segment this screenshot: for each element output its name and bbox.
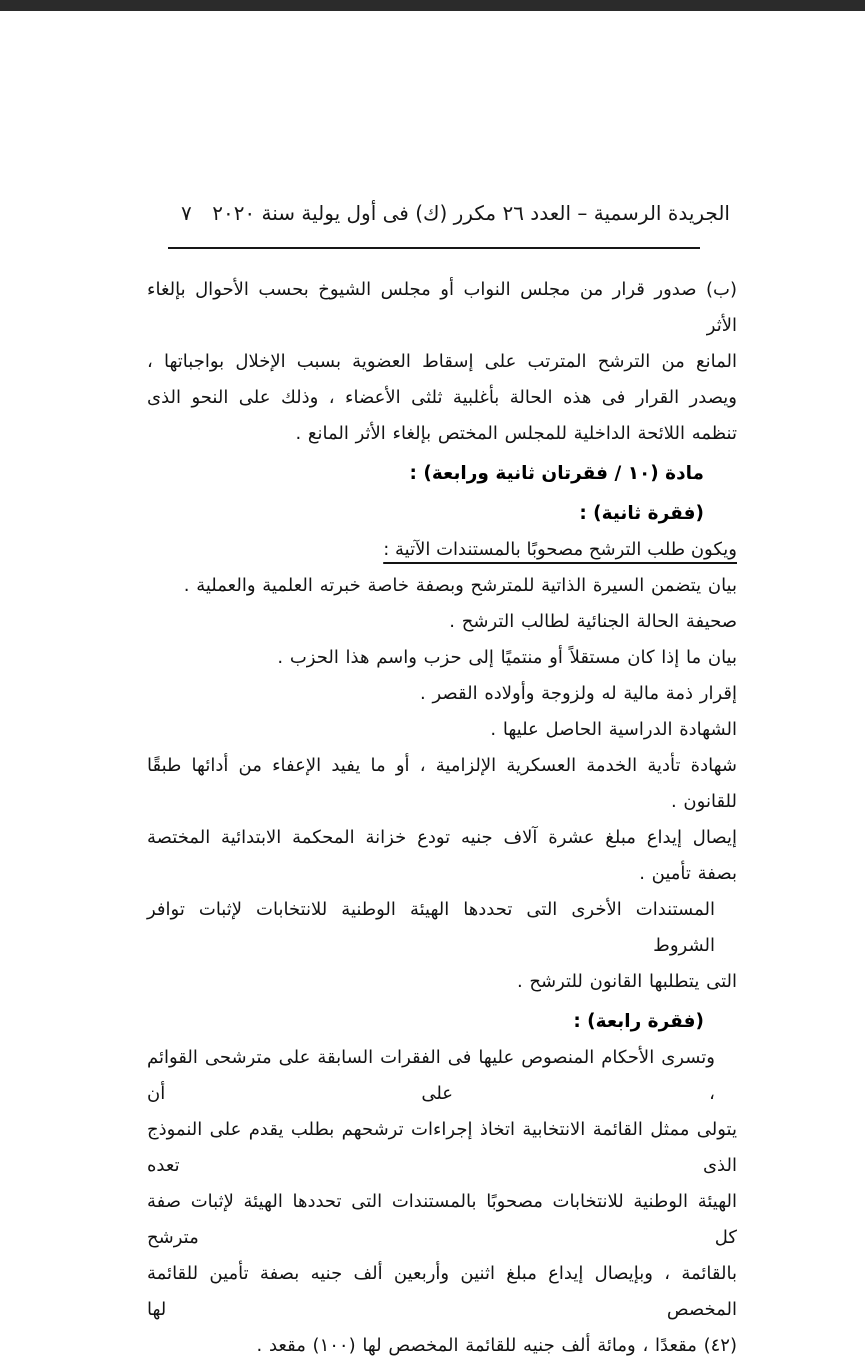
- fourth-paragraph-text: [147, 1040, 737, 1364]
- text-line: إيصال إيداع مبلغ عشرة آلاف جنيه تودع خزانة المحكمة الابتدائية المختصة بصفة تأمين .: [147, 827, 737, 884]
- text-line: ويصدر القرار فى هذه الحالة بأغلبية ثلثى الأعضاء ، وذلك على النحو الذى: [147, 387, 737, 408]
- scan-top-bar: [0, 0, 865, 11]
- document-item: [147, 676, 737, 712]
- text-line: بيان ما إذا كان مستقلاً أو منتميًا إلى حزب واسم هذا الحزب .: [277, 647, 737, 668]
- article-heading: مادة (١٠ / فقرتان ثانية ورابعة) :: [409, 463, 704, 484]
- text-line: وتسرى الأحكام المنصوص عليها فى الفقرات السابقة على مترشحى القوائم ، على أن: [147, 1047, 715, 1104]
- clause-b-paragraph: [147, 272, 737, 452]
- text-line: المستندات الأخرى التى تحددها الهيئة الوطنية للانتخابات لإثبات توافر الشروط: [147, 899, 715, 956]
- document-item: [147, 604, 737, 640]
- document-item: [147, 892, 737, 1000]
- second-paragraph-heading: (فقرة ثانية) :: [579, 503, 704, 524]
- text-line: إقرار ذمة مالية له ولزوجة وأولاده القصر .: [420, 683, 737, 704]
- text-line: الهيئة الوطنية للانتخابات مصحوبًا بالمستندات التى تحددها الهيئة لإثبات صفة كل مترشح: [147, 1191, 737, 1248]
- text-line: الشهادة الدراسية الحاصل عليها .: [490, 719, 737, 740]
- text-line: (ب) صدور قرار من مجلس النواب أو مجلس الشيوخ بحسب الأحوال بإلغاء الأثر: [147, 279, 737, 336]
- document-item: [147, 568, 737, 604]
- text-line: شهادة تأدية الخدمة العسكرية الإلزامية ، أو ما يفيد الإعفاء من أدائها طبقًا للقانون .: [147, 755, 737, 812]
- document-item: [147, 748, 737, 820]
- gazette-title: الجريدة الرسمية – العدد ٢٦ مكرر (ك) فى أول يولية سنة ٢٠٢٠: [212, 201, 730, 225]
- page-content: [147, 272, 737, 1364]
- fourth-paragraph-heading: (فقرة رابعة) :: [573, 1011, 704, 1032]
- documents-list: [147, 568, 737, 1000]
- header-rule: [168, 247, 700, 249]
- text-line: تنظمه اللائحة الداخلية للمجلس المختص بإلغاء الأثر المانع .: [295, 423, 737, 444]
- gazette-header: [165, 201, 730, 225]
- text-line: صحيفة الحالة الجنائية لطالب الترشح .: [449, 611, 737, 632]
- text-line: التى يتطلبها القانون للترشح .: [516, 971, 737, 992]
- text-line: (٤٢) مقعدًا ، ومائة ألف جنيه للقائمة المخصص لها (١٠٠) مقعد .: [256, 1335, 737, 1356]
- text-line: بالقائمة ، وبإيصال إيداع مبلغ اثنين وأربعين ألف جنيه بصفة تأمين للقائمة المخصص لها: [147, 1263, 737, 1320]
- page-number: ٧: [181, 201, 192, 225]
- text-line: بيان يتضمن السيرة الذاتية للمترشح وبصفة خاصة خبرته العلمية والعملية .: [183, 575, 737, 596]
- document-item: [147, 640, 737, 676]
- documents-intro: ويكون طلب الترشح مصحوبًا بالمستندات الآتية :: [383, 539, 737, 560]
- text-line: المانع من الترشح المترتب على إسقاط العضوية بسبب الإخلال بواجباتها ،: [147, 351, 737, 372]
- text-line: يتولى ممثل القائمة الانتخابية اتخاذ إجراءات ترشحهم بطلب يقدم على النموذج الذى تعده: [147, 1119, 737, 1176]
- document-item: [147, 820, 737, 892]
- document-item: [147, 712, 737, 748]
